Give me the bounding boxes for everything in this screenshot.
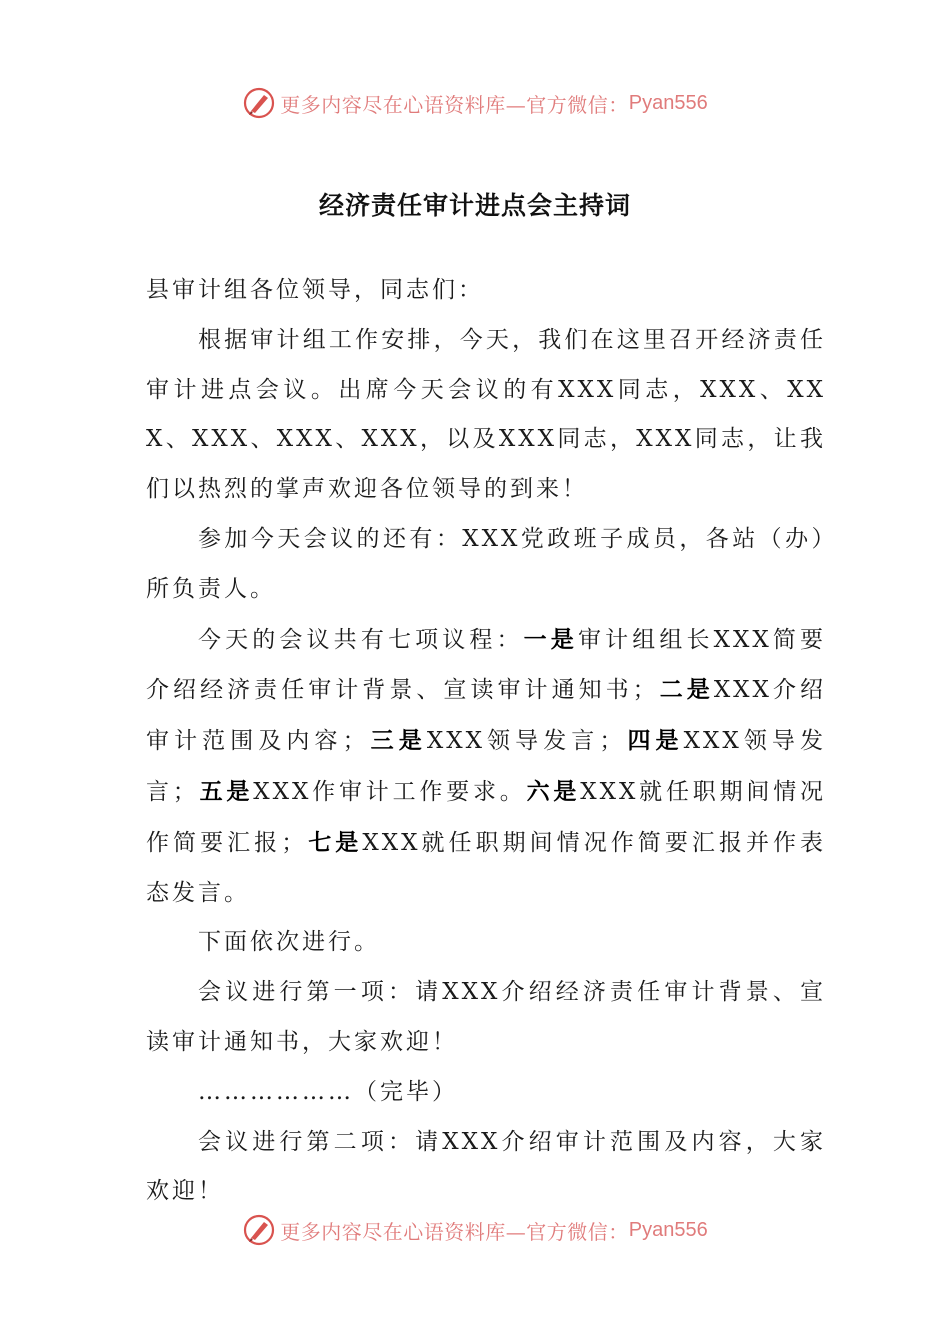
paragraph-item-two: 会议进行第二项：请XXX介绍审计范围及内容，大家欢迎！ [146, 1128, 826, 1205]
pen-logo-icon [242, 86, 276, 120]
agenda-item-1: 审计组组长XXX简要介绍经济责任审计背景、宣读审计通知书； [146, 626, 827, 704]
header-watermark-banner [0, 86, 950, 120]
agenda-item-2: XXX介绍审计范围及内容； [146, 677, 827, 755]
agenda-item-6: XXX就任职期间情况作简要汇报； [146, 778, 827, 856]
banner-text: 更多内容尽在心语资料库—官方微信： [280, 1219, 629, 1244]
agenda-keyword-7: 七是 [307, 828, 363, 856]
agenda-keyword-1: 一是 [523, 625, 578, 653]
document-body [146, 266, 826, 1217]
salutation: 县审计组各位领导，同志们： [146, 277, 484, 303]
agenda-item-3: XXX领导发言； [426, 728, 626, 755]
banner-wechat-id: Pyan556 [628, 1218, 708, 1241]
document-title: 经济责任审计进点会主持词 [318, 191, 631, 220]
agenda-keyword-5: 五是 [198, 777, 254, 805]
agenda-keyword-2: 二是 [658, 676, 714, 704]
footer-watermark-banner [0, 1213, 950, 1247]
paragraph-attendees: 参加今天会议的还有：XXX党政班子成员，各站（办）所负责人。 [146, 525, 826, 602]
banner-wechat-id: Pyan556 [628, 91, 708, 114]
paragraph-item-one: 会议进行第一项：请XXX介绍经济责任审计背景、宣读审计通知书，大家欢迎！ [146, 979, 826, 1055]
agenda-item-4: XXX领导发言； [146, 728, 827, 805]
banner-text: 更多内容尽在心语资料库—官方微信： [280, 92, 629, 117]
agenda-keyword-3: 三是 [368, 727, 427, 755]
agenda-keyword-6: 六是 [526, 777, 581, 805]
paragraph-agenda [146, 615, 826, 919]
paragraph-finished: ………………（完毕） [198, 1078, 458, 1105]
agenda-intro: 今天的会议共有七项议程： [198, 626, 524, 653]
pen-logo-icon [242, 1213, 276, 1247]
paragraph-proceed: 下面依次进行。 [198, 929, 380, 956]
agenda-item-7: XXX就任职期间情况作简要汇报并作表态发言。 [146, 829, 827, 906]
agenda-keyword-4: 四是 [625, 727, 684, 755]
agenda-item-5: XXX作审计工作要求。 [253, 778, 527, 805]
paragraph-opening: 根据审计组工作安排，今天，我们在这里召开经济责任审计进点会议。出席今天会议的有XXX同志，XXX、XXX、XXX、XXX、XXX，以及XXX同志，XXX同志，让我们以热烈的掌声欢迎各位领导的到来！ [146, 326, 826, 503]
